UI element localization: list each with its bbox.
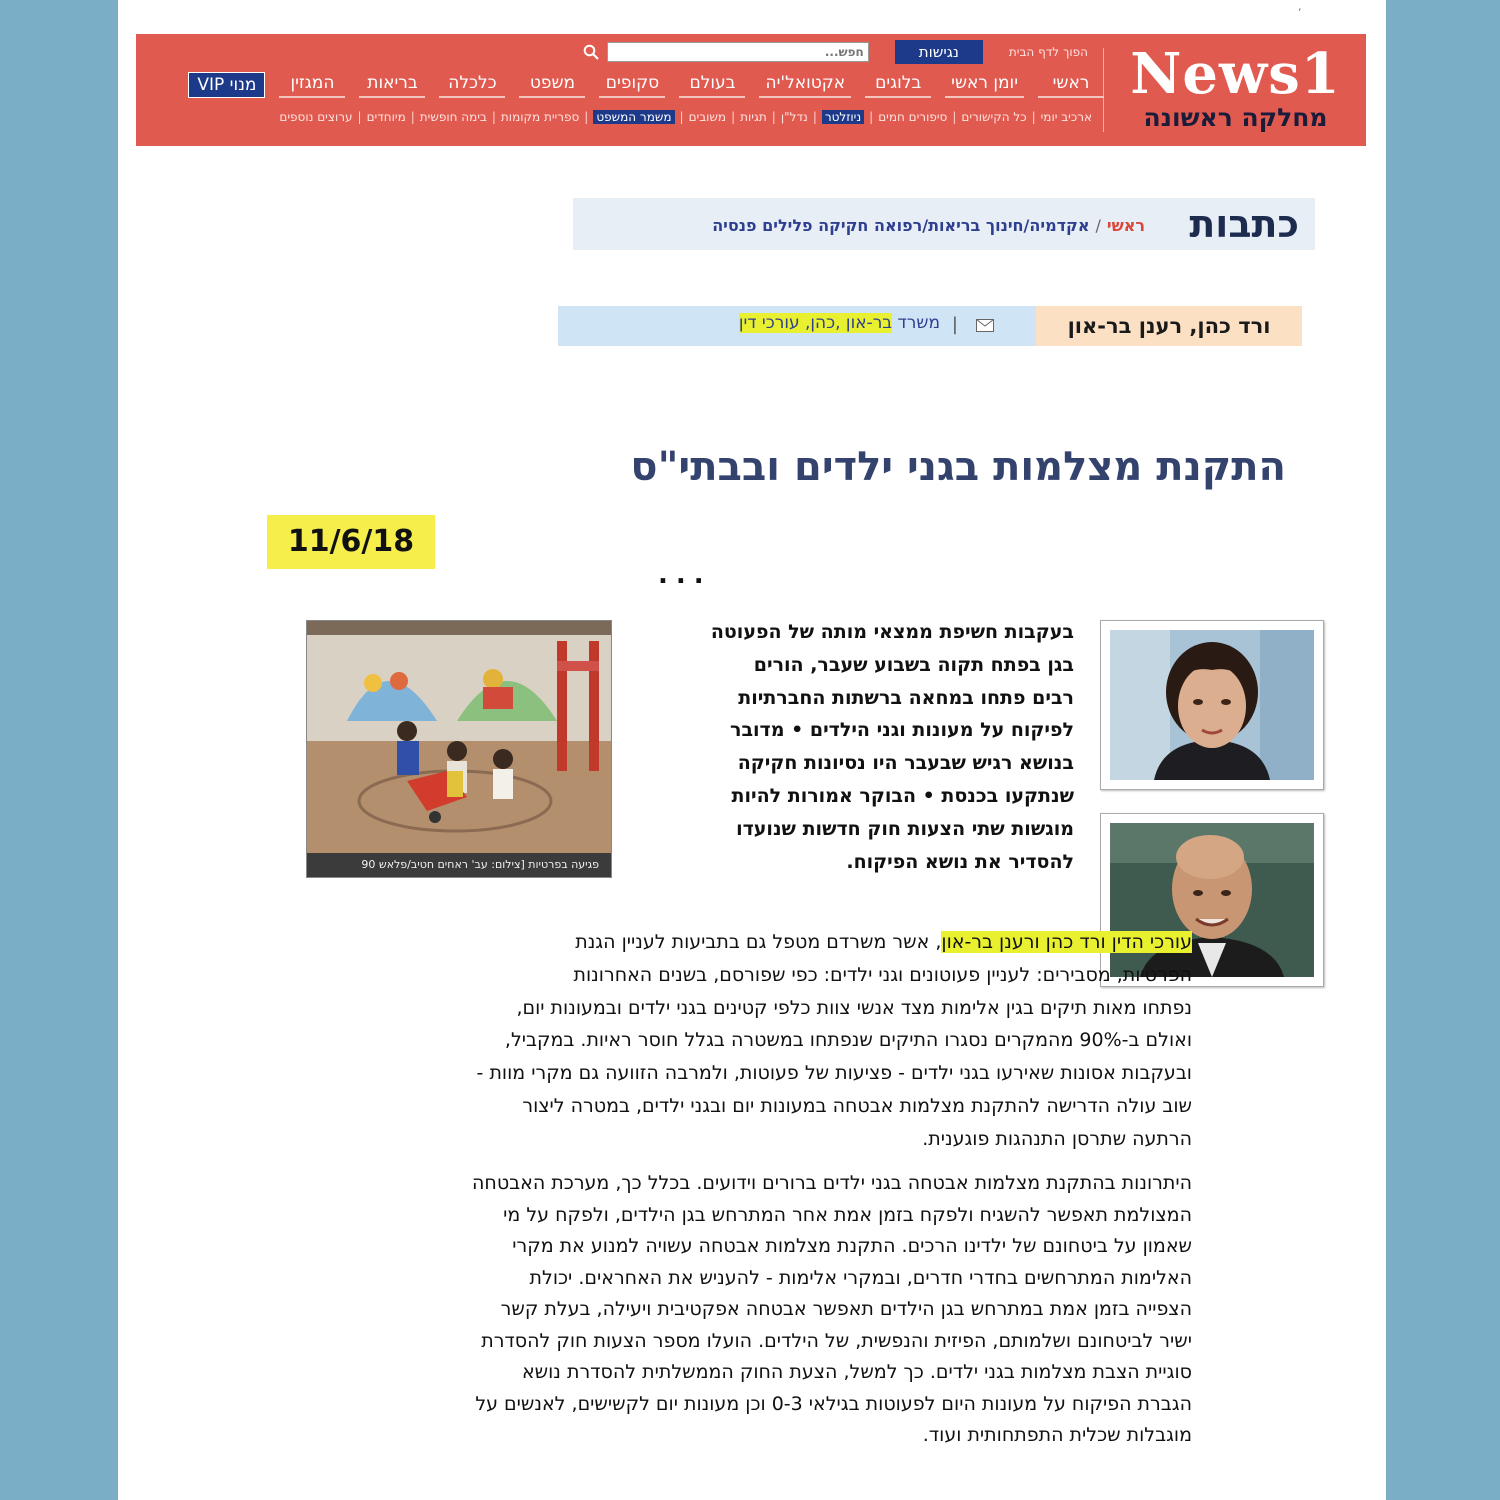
search-box: [583, 42, 869, 62]
secondary-nav-item[interactable]: משמר המשפט: [593, 110, 674, 124]
scanned-page: [118, 0, 1386, 1500]
nav-item-blogs[interactable]: בלוגים: [865, 73, 931, 98]
office-prefix: משרד: [897, 313, 940, 333]
paragraph-line: סוגיית הצבת מצלמות בגני ילדים. כך למשל, הצעת החוק הממשלתית להסדרת נושא: [521, 1361, 1192, 1383]
secondary-nav-item[interactable]: ארכיב יומי: [1040, 110, 1092, 124]
nav-separator: |: [952, 110, 957, 124]
paragraph-line: המצולמת תאפשר להשגיח ולפקח בזמן אמת אחר המתרחש בגן הילדים, ולפקח על מי: [503, 1203, 1192, 1226]
office-name: בר-און ,כהן, עורכי דין: [738, 313, 893, 333]
secondary-nav-item[interactable]: ספריית מקומות: [500, 110, 580, 124]
paragraph-line: שאמון על ביטחונם של ילדינו הרכים. התקנת מצלמות אבטחה עשויה למנוע את מקרי: [512, 1235, 1192, 1257]
nav-item-health[interactable]: בריאות: [359, 73, 425, 98]
secondary-nav-item[interactable]: כל הקישורים: [961, 110, 1027, 124]
nav-item-scoops[interactable]: סקופים: [599, 73, 665, 98]
main-nav: [188, 72, 1104, 98]
mail-icon[interactable]: [976, 319, 994, 332]
paragraph-line: ובעקבות אסונות שאירעו בגני ילדים - פציעות של פעוטות, ולמרבה הזוועה גם מקרי מוות -: [476, 1062, 1192, 1085]
lead-line: שנתקעו בכנסת • הבוקר אמורות להיות: [731, 784, 1074, 807]
breadcrumb-home[interactable]: ראשי: [1106, 216, 1145, 235]
lead-line: בעקבות חשיפת ממצאי מותה של הפעוטה: [710, 621, 1074, 643]
article-paragraph-2: [306, 1168, 1192, 1452]
paragraph-text: , אשר משרדם מטפל גם בתביעות לעניין הגנת: [575, 931, 942, 953]
nav-separator: |: [357, 110, 362, 124]
paragraph-line: שוב עולה הדרישה להתקנת מצלמות אבטחה במעונות יום ובגני ילדים, במטרה ליצור: [522, 1094, 1192, 1117]
nav-item-world[interactable]: בעולם: [679, 73, 745, 98]
site-header: [136, 34, 1366, 146]
highlighted-lawyers: עורכי הדין ורד כהן ורענן בר-און: [941, 931, 1192, 953]
header-top-row: [583, 40, 1088, 64]
secondary-nav-item[interactable]: בימה חופשית: [419, 110, 487, 124]
stray-mark: ,: [1298, 0, 1302, 13]
paragraph-line: היתרונות בהתקנת מצלמות אבטחה בגני ילדים ברורים וידועים. בכלל כך, מערכת האבטחה: [472, 1172, 1192, 1194]
nav-separator: |: [869, 110, 874, 124]
secondary-nav-item[interactable]: מיוחדים: [366, 110, 406, 124]
kindergarten-photo: [306, 620, 612, 878]
ellipsis: ...: [658, 560, 712, 590]
article-headline: התקנת מצלמות בגני ילדים ובבתי"ס: [630, 444, 1286, 490]
lead-line: בגן בפתח תקוה בשבוע שעבר, הורים: [753, 653, 1074, 676]
secondary-nav-item[interactable]: משובים: [688, 110, 727, 124]
paragraph-line: נפתחו מאות תיקים בגין אלימות מצד אנשי צוות כלפי קטינים בגני ילדים ובמעונות יום,: [516, 996, 1192, 1019]
paragraph-line: הצפייה בזמן אמת במתרחש בגן הילדים תאפשר אבטחה אפקטיבית ויעילה, בעלת קשר: [500, 1298, 1192, 1320]
author-divider: |: [951, 314, 958, 335]
secondary-nav-item[interactable]: ערוצים נוספים: [279, 110, 353, 124]
secondary-nav-item[interactable]: תגיות: [740, 110, 767, 124]
nav-separator: |: [584, 110, 589, 124]
search-icon[interactable]: [583, 44, 599, 60]
paragraph-body: [306, 959, 1192, 1156]
law-office-link[interactable]: [739, 313, 940, 333]
paragraph-line: הרתעה שתרסן התנהגות פוגענית.: [922, 1127, 1192, 1150]
nav-separator: |: [679, 110, 684, 124]
article-paragraph-1: [306, 926, 1192, 1156]
kindergarten-image: [307, 621, 611, 853]
breadcrumb: [712, 216, 1145, 235]
paragraph-line: הפרטיות, מסבירים: לעניין פעוטונים וגני ילדים: כפי שפורסם, בשנים האחרונות: [573, 963, 1192, 986]
site-logo[interactable]: [1123, 41, 1348, 136]
nav-separator: |: [731, 110, 736, 124]
author-bar: [558, 306, 1302, 346]
secondary-nav-item[interactable]: נדל"ן: [780, 110, 808, 124]
secondary-nav: [279, 110, 1092, 124]
lead-line: רבים פתחו במחאה ברשתות החברתיות: [738, 686, 1074, 709]
nav-item-economy[interactable]: כלכלה: [439, 73, 505, 98]
secondary-nav-item[interactable]: סיפורים חמים: [878, 110, 948, 124]
set-homepage-link[interactable]: הפוך לדף הבית: [1008, 45, 1088, 59]
logo-title: News1: [1130, 41, 1341, 107]
article-date: 11/6/18: [267, 515, 435, 569]
portrait-woman-image: [1110, 630, 1314, 780]
breadcrumb-separator: /: [1095, 216, 1101, 235]
section-bar: [573, 198, 1315, 250]
author-names[interactable]: ורד כהן, רענן בר-און: [1036, 306, 1302, 346]
paragraph-line: [306, 926, 1192, 959]
photo-caption: פגיעה בפרטיות [צילום: עב' ראחים חטיב/פלאש 90: [307, 853, 611, 877]
logo-subtitle: מחלקה ראשונה: [1143, 103, 1328, 132]
paragraph-line: האלימות המתרחשים בחדרי חדרים, ובמקרי אלימות - להעניש את האחראים. יכולת: [529, 1266, 1192, 1289]
accessibility-button[interactable]: נגישות: [895, 40, 983, 64]
article-lead: [636, 616, 1074, 878]
secondary-nav-item[interactable]: ניוזלטר: [822, 110, 864, 124]
nav-item-law[interactable]: משפט: [519, 73, 585, 98]
lead-line: בנושא רגיש שבעבר היו נסיונות חקיקה: [737, 752, 1074, 775]
lead-line: להסדיר את נושא הפיקוח.: [846, 850, 1074, 873]
paragraph-line: הגברת הפיקוח על מעונות היום לפעוטות בגילאי 0-3 וכן מעונות יום לקשישים, לאנשים על: [475, 1392, 1192, 1415]
section-title: כתבות: [1189, 202, 1299, 246]
nav-separator: |: [491, 110, 496, 124]
nav-separator: |: [771, 110, 776, 124]
nav-item-current-affairs[interactable]: אקטואל'יה: [759, 73, 851, 98]
author-photo-vered-cohen: [1100, 620, 1324, 790]
nav-item-daily-journal[interactable]: יומן ראשי: [945, 73, 1024, 98]
nav-item-home[interactable]: ראשי: [1038, 73, 1104, 98]
paragraph-line: ואולם ב-90% מהמקרים נסגרו התיקים שנפתחו במשטרה בגלל חוסר ראיות. במקביל,: [504, 1029, 1192, 1052]
nav-separator: |: [1031, 110, 1036, 124]
lead-line: לפיקוח על מעונות וגני הילדים • מדובר: [730, 719, 1074, 742]
nav-separator: |: [410, 110, 415, 124]
paragraph-line: ישיר לביטחונם ושלמותם, הפיזית והנפשית, של הילדים. הועלו מספר הצעות חוק להסדרת: [481, 1329, 1192, 1352]
breadcrumb-categories[interactable]: אקדמיה/חינוך בריאות/רפואה חקיקה פלילים פנסיה: [712, 216, 1090, 235]
vip-subscription-button[interactable]: מנוי VIP: [188, 72, 265, 98]
nav-separator: |: [812, 110, 817, 124]
lead-line: מוגשות שתי הצעות חוק חדשות שנועדו: [736, 817, 1074, 840]
paragraph-line: מוגבלות שכלית התפתחותית ועוד.: [922, 1424, 1192, 1446]
search-input[interactable]: [607, 42, 869, 62]
nav-item-magazine[interactable]: המגזין: [279, 73, 345, 98]
